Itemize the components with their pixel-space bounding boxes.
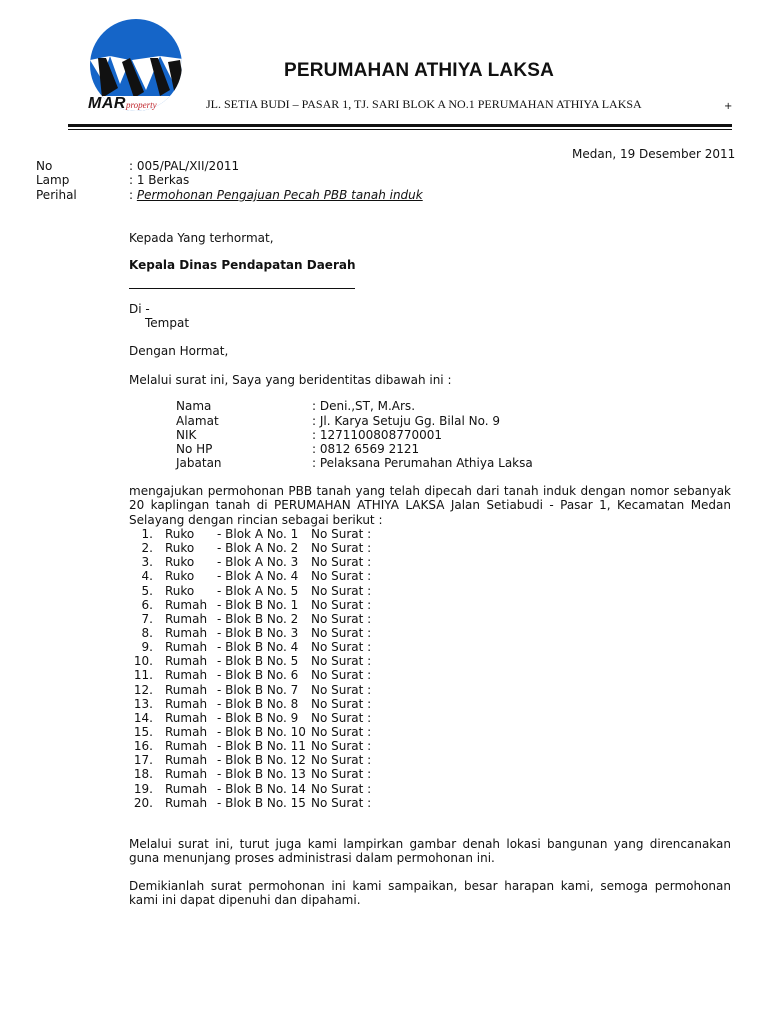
identity-label-jabatan: Jabatan — [176, 456, 222, 470]
logo-wordmark: MARproperty — [88, 95, 157, 112]
lot-type: Rumah — [165, 710, 208, 725]
identity-value-jabatan: : Pelaksana Perumahan Athiya Laksa — [312, 456, 533, 470]
lots-list — [129, 527, 429, 810]
lot-number: 12. — [133, 682, 153, 697]
tempat-label: Tempat — [145, 316, 190, 330]
lot-blok: - Blok A No. 4 — [217, 569, 299, 584]
lot-no-surat: No Surat : — [311, 555, 372, 570]
list-item — [129, 584, 429, 598]
lot-blok: - Blok B No. 13 — [217, 767, 306, 782]
lot-type: Rumah — [165, 696, 208, 711]
lot-blok: - Blok B No. 7 — [217, 682, 299, 697]
lot-number: 7. — [141, 611, 153, 626]
identity-value-nik: : 1271100808770001 — [312, 428, 443, 442]
list-item — [129, 767, 429, 781]
lot-type: Rumah — [165, 625, 208, 640]
company-name: PERUMAHAN ATHIYA LAKSA — [284, 60, 555, 81]
lot-blok: - Blok B No. 4 — [217, 640, 299, 655]
lot-blok: - Blok B No. 3 — [217, 625, 299, 640]
perihal-subject: Permohonan Pengajuan Pecah PBB tanah induk — [136, 188, 423, 202]
meta-label-perihal: Perihal — [36, 188, 77, 202]
lot-blok: - Blok B No. 9 — [217, 710, 299, 725]
lot-number: 20. — [133, 795, 153, 810]
header-mark: + — [724, 101, 733, 112]
salutation-to: Kepada Yang terhormat, — [129, 231, 274, 245]
identity-value-nohp: : 0812 6569 2121 — [312, 442, 420, 456]
lot-no-surat: No Surat : — [311, 569, 372, 584]
lot-number: 17. — [133, 753, 153, 768]
lot-no-surat: No Surat : — [311, 753, 372, 768]
lot-number: 19. — [133, 781, 153, 796]
lot-type: Rumah — [165, 724, 208, 739]
list-item — [129, 640, 429, 654]
lot-no-surat: No Surat : — [311, 668, 372, 683]
lot-blok: - Blok A No. 5 — [217, 583, 299, 598]
lot-no-surat: No Surat : — [311, 710, 372, 725]
lot-type: Rumah — [165, 668, 208, 683]
lot-number: 3. — [141, 555, 153, 570]
lot-blok: - Blok B No. 8 — [217, 696, 299, 711]
lot-type: Rumah — [165, 795, 208, 810]
lot-no-surat: No Surat : — [311, 640, 372, 655]
identity-label-nik: NIK — [176, 428, 197, 442]
lot-no-surat: No Surat : — [311, 583, 372, 598]
attachment-paragraph: Melalui surat ini, turut juga kami lampirkan gambar denah lokasi bangunan yang direncanakan guna menunjang proses administrasi dalam permohonan ini. — [129, 837, 731, 866]
list-item — [129, 626, 429, 640]
lot-type: Ruko — [165, 541, 195, 556]
lot-type: Rumah — [165, 739, 208, 754]
lot-blok: - Blok B No. 1 — [217, 597, 299, 612]
list-item — [129, 739, 429, 753]
lot-type: Rumah — [165, 682, 208, 697]
lot-type: Rumah — [165, 654, 208, 669]
identity-label-alamat: Alamat — [176, 414, 219, 428]
greeting: Dengan Hormat, — [129, 344, 229, 358]
header-rule-thick — [68, 124, 732, 127]
meta-value-no: : 005/PAL/XII/2011 — [129, 159, 240, 173]
lot-type: Ruko — [165, 555, 195, 570]
lot-number: 4. — [141, 569, 153, 584]
lot-type: Rumah — [165, 611, 208, 626]
lot-number: 11. — [133, 668, 153, 683]
lot-no-surat: No Surat : — [311, 597, 372, 612]
lot-no-surat: No Surat : — [311, 654, 372, 669]
lot-no-surat: No Surat : — [311, 767, 372, 782]
lot-type: Rumah — [165, 767, 208, 782]
lot-number: 6. — [141, 597, 153, 612]
lot-number: 15. — [133, 724, 153, 739]
identity-value-nama: : Deni.,ST, M.Ars. — [312, 399, 416, 413]
meta-value-lamp: : 1 Berkas — [129, 173, 190, 187]
list-item — [129, 796, 429, 810]
di-label: Di - — [129, 302, 150, 316]
header-rule-thin — [68, 129, 732, 130]
lot-no-surat: No Surat : — [311, 611, 372, 626]
list-item — [129, 569, 429, 583]
closing-paragraph: Demikianlah surat permohonan ini kami sampaikan, besar harapan kami, semoga permohonan kami ini dapat dipenuhi dan dipahami. — [129, 879, 731, 908]
lot-blok: - Blok B No. 14 — [217, 781, 306, 796]
company-address: JL. SETIA BUDI – PASAR 1, TJ. SARI BLOK A NO.1 PERUMAHAN ATHIYA LAKSA — [206, 97, 642, 111]
lot-no-surat: No Surat : — [311, 696, 372, 711]
lot-blok: - Blok A No. 3 — [217, 555, 299, 570]
lot-number: 9. — [141, 640, 153, 655]
lot-number: 8. — [141, 625, 153, 640]
lot-number: 18. — [133, 767, 153, 782]
list-item — [129, 527, 429, 541]
lot-blok: - Blok B No. 15 — [217, 795, 306, 810]
lot-no-surat: No Surat : — [311, 541, 372, 556]
list-item — [129, 683, 429, 697]
list-item — [129, 782, 429, 796]
identity-label-nohp: No HP — [176, 442, 213, 456]
list-item — [129, 654, 429, 668]
list-item — [129, 541, 429, 555]
recipient-underline — [129, 288, 355, 289]
lot-type: Rumah — [165, 597, 208, 612]
lot-blok: - Blok A No. 1 — [217, 527, 299, 541]
lot-number: 16. — [133, 739, 153, 754]
lot-blok: - Blok A No. 2 — [217, 541, 299, 556]
meta-label-lamp: Lamp — [36, 173, 70, 187]
lot-blok: - Blok B No. 6 — [217, 668, 299, 683]
meta-label-no: No — [36, 159, 53, 173]
lot-no-surat: No Surat : — [311, 682, 372, 697]
lot-number: 5. — [141, 583, 153, 598]
lot-type: Ruko — [165, 583, 195, 598]
lot-number: 1. — [141, 527, 153, 541]
lot-no-surat: No Surat : — [311, 724, 372, 739]
identity-label-nama: Nama — [176, 399, 212, 413]
lot-blok: - Blok B No. 5 — [217, 654, 299, 669]
lot-no-surat: No Surat : — [311, 795, 372, 810]
list-item — [129, 711, 429, 725]
lot-number: 13. — [133, 696, 153, 711]
lot-number: 2. — [141, 541, 153, 556]
list-item — [129, 612, 429, 626]
list-item — [129, 725, 429, 739]
list-item — [129, 668, 429, 682]
identity-value-alamat: : Jl. Karya Setuju Gg. Bilal No. 9 — [312, 414, 500, 428]
lot-blok: - Blok B No. 10 — [217, 724, 306, 739]
lot-number: 10. — [133, 654, 153, 669]
lot-blok: - Blok B No. 2 — [217, 611, 299, 626]
lot-no-surat: No Surat : — [311, 739, 372, 754]
list-item — [129, 753, 429, 767]
recipient-name: Kepala Dinas Pendapatan Daerah — [129, 258, 356, 272]
list-item — [129, 697, 429, 711]
list-item — [129, 598, 429, 612]
lot-type: Rumah — [165, 781, 208, 796]
meta-value-perihal: : Permohonan Pengajuan Pecah PBB tanah induk — [129, 188, 423, 202]
lot-no-surat: No Surat : — [311, 527, 372, 541]
lot-type: Rumah — [165, 753, 208, 768]
lot-no-surat: No Surat : — [311, 625, 372, 640]
lot-no-surat: No Surat : — [311, 781, 372, 796]
letter-date: Medan, 19 Desember 2011 — [572, 147, 736, 161]
lot-number: 14. — [133, 710, 153, 725]
lot-type: Ruko — [165, 569, 195, 584]
request-paragraph: mengajukan permohonan PBB tanah yang telah dipecah dari tanah induk dengan nomor sebanyak 20 kaplingan tanah di PERUMAHAN ATHIYA LAKSA Jalan Setiabudi - Pasar 1, Kecamatan Medan Selayang dengan rincian sebagai berikut : — [129, 484, 731, 527]
lot-blok: - Blok B No. 12 — [217, 753, 306, 768]
lot-type: Ruko — [165, 527, 195, 541]
lot-blok: - Blok B No. 11 — [217, 739, 306, 754]
list-item — [129, 555, 429, 569]
intro-text: Melalui surat ini, Saya yang beridentitas dibawah ini : — [129, 373, 452, 387]
lot-type: Rumah — [165, 640, 208, 655]
